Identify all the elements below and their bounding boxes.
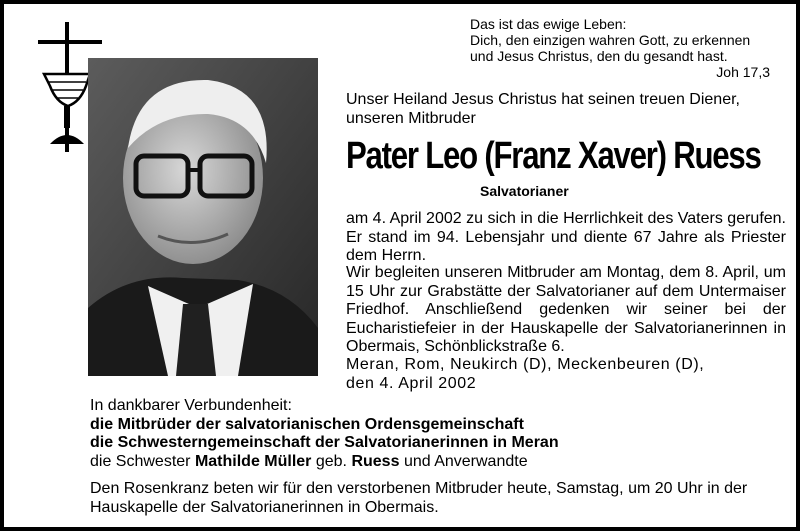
mourner-group: die Schwesterngemeinschaft der Salvatorianerinnen in Meran: [90, 434, 559, 451]
verse-line: Dich, den einzigen wahren Gott, zu erkennen: [470, 32, 751, 48]
sister-suffix: und Anverwandte: [403, 452, 528, 470]
places-and-date: [346, 356, 786, 393]
verse-line: und Jesus Christus, den du gesandt hast.: [470, 48, 728, 64]
portrait-photo: [88, 58, 318, 376]
sister-mid: geb.: [315, 452, 347, 470]
rosary-notice: Den Rosenkranz beten wir für den verstorbenen Mitbruder heute, Samstag, um 20 Uhr in der Hauskapelle der Salvatorianerinnen in Obermais.: [90, 480, 748, 516]
deceased-name: Pater Leo (Franz Xaver) Ruess: [346, 135, 761, 177]
verse-line: Das ist das ewige Leben:: [470, 16, 627, 32]
intro-text: [346, 90, 786, 128]
funeral-details-paragraph: Wir begleiten unseren Mitbruder am Montag, dem 8. April, um 15 Uhr zur Grabstätte der Salvatorianer auf dem Untermaiser Friedhof. Anschließend gedenken wir seiner bei der Eucharistiefeier in der Hauskapelle der Salvatorianerinnen in Obermais, Schönblickstraße 6.: [346, 264, 786, 355]
religious-order: Salvatorianer: [480, 183, 569, 199]
places-line: Meran, Rom, Neukirch (D), Meckenbeuren (D),: [346, 356, 705, 373]
verse-reference: Joh 17,3: [716, 64, 770, 80]
sister-prefix: die Schwester: [90, 452, 191, 470]
mourner-sister-line: [90, 453, 790, 472]
sister-birthname: Ruess: [351, 452, 400, 470]
intro-line: unseren Mitbruder: [346, 110, 476, 127]
sister-name: Mathilde Müller: [194, 452, 312, 470]
intro-line: Unser Heiland Jesus Christus hat seinen treuen Diener,: [346, 91, 740, 108]
bible-verse: [470, 16, 770, 80]
date-line: den 4. April 2002: [346, 374, 477, 392]
death-notice-paragraph: am 4. April 2002 zu sich in die Herrlichkeit des Vaters gerufen. Er stand im 94. Lebensjahr und diente 67 Jahre als Priester dem Herrn.: [346, 210, 786, 264]
mourners-list: [90, 397, 790, 471]
mourner-group: die Mitbrüder der salvatorianischen Ordensgemeinschaft: [90, 415, 524, 433]
mourners-intro: In dankbarer Verbundenheit:: [90, 397, 292, 414]
